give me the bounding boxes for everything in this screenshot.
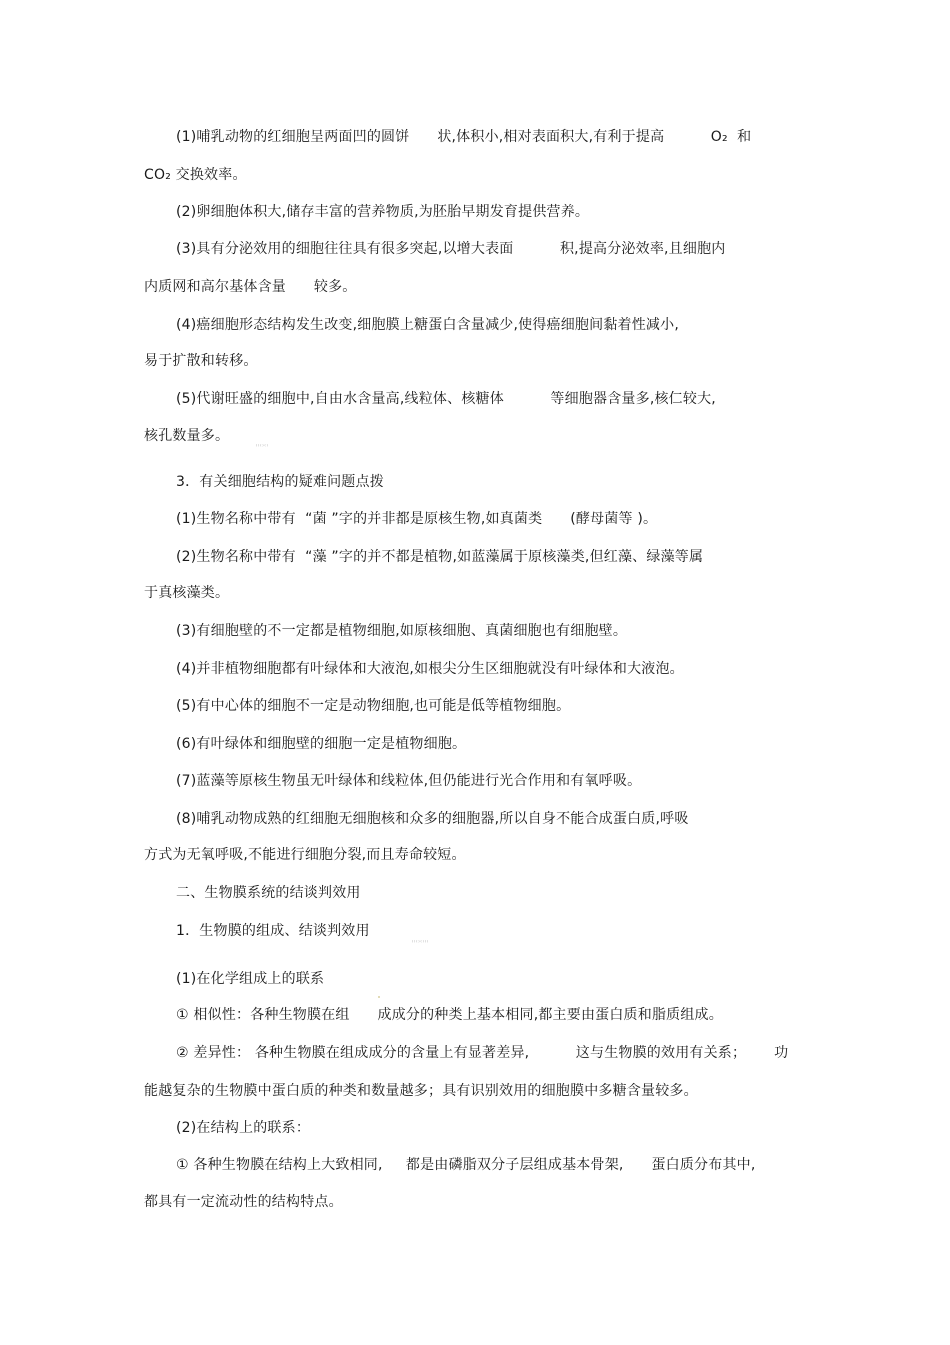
paragraph-line: (2)生物名称中带有 “藻 ”字的并不都是植物,如蓝藻属于原核藻类,但红藻、绿藻等属 bbox=[176, 549, 704, 565]
paragraph-line: ① 相似性：各种生物膜在组 成成分的种类上基本相同,都主要由蛋白质和脂质组成。 bbox=[176, 1007, 723, 1023]
paragraph-line: (4)癌细胞形态结构发生改变,细胞膜上糖蛋白含量减少,使得癌细胞间黏着性减小, bbox=[176, 317, 679, 333]
scan-mark: ( ) ( ) ( ) ( ) bbox=[412, 939, 429, 943]
paragraph-line: 易于扩散和转移。 bbox=[144, 353, 258, 369]
paragraph-line: CO₂ 交换效率。 bbox=[144, 167, 247, 183]
subsection-heading: 1．生物膜的组成、结谈判效用 bbox=[176, 923, 370, 939]
paragraph-line: 核孔数量多。 bbox=[144, 428, 230, 444]
paragraph-line: (8)哺乳动物成熟的红细胞无细胞核和众多的细胞器,所以自身不能合成蛋白质,呼吸 bbox=[176, 811, 689, 827]
paragraph-line: 能越复杂的生物膜中蛋白质的种类和数量越多；具有识别效用的细胞膜中多糖含量较多。 bbox=[144, 1083, 698, 1099]
paragraph-line: (1)在化学组成上的联系 bbox=[176, 971, 325, 987]
paragraph-line: 内质网和高尔基体含量 较多。 bbox=[144, 279, 357, 295]
paragraph-line: (2)卵细胞体积大,储存丰富的营养物质,为胚胎早期发育提供营养。 bbox=[176, 204, 590, 220]
scan-speck bbox=[378, 996, 380, 998]
paragraph-line: (4)并非植物细胞都有叶绿体和大液泡,如根尖分生区细胞就没有叶绿体和大液泡。 bbox=[176, 661, 684, 677]
paragraph-line: 都具有一定流动性的结构特点。 bbox=[144, 1194, 343, 1210]
section-heading: 3．有关细胞结构的疑难问题点拨 bbox=[176, 474, 384, 490]
section-heading: 二、生物膜系统的结谈判效用 bbox=[176, 885, 361, 901]
scan-mark: ( ) ( ) ( ) bbox=[256, 443, 268, 447]
paragraph-line: (2)在结构上的联系： bbox=[176, 1120, 311, 1136]
paragraph-line: (5)有中心体的细胞不一定是动物细胞,也可能是低等植物细胞。 bbox=[176, 698, 571, 714]
paragraph-line: (3)有细胞壁的不一定都是植物细胞,如原核细胞、真菌细胞也有细胞壁。 bbox=[176, 623, 628, 639]
paragraph-line: (1)生物名称中带有 “菌 ”字的并非都是原核生物,如真菌类 (酵母菌等 )。 bbox=[176, 511, 658, 527]
paragraph-line: (1)哺乳动物的红细胞呈两面凹的圆饼 状,体积小,相对表面积大,有利于提高 O₂ 和 bbox=[176, 129, 752, 145]
paragraph-line: (7)蓝藻等原核生物虽无叶绿体和线粒体,但仍能进行光合作用和有氧呼吸。 bbox=[176, 773, 642, 789]
paragraph-line: 于真核藻类。 bbox=[144, 585, 230, 601]
paragraph-line: (6)有叶绿体和细胞壁的细胞一定是植物细胞。 bbox=[176, 736, 467, 752]
paragraph-line: ① 各种生物膜在结构上大致相同, 都是由磷脂双分子层组成基本骨架, 蛋白质分布其中, bbox=[176, 1157, 756, 1173]
paragraph-line: ② 差异性： 各种生物膜在组成成分的含量上有显著差异, 这与生物膜的效用有关系； 功 bbox=[176, 1045, 789, 1061]
paragraph-line: (5)代谢旺盛的细胞中,自由水含量高,线粒体、核糖体 等细胞器含量多,核仁较大, bbox=[176, 391, 716, 407]
paragraph-line: 方式为无氧呼吸,不能进行细胞分裂,而且寿命较短。 bbox=[144, 847, 466, 863]
paragraph-line: (3)具有分泌效用的细胞往往具有很多突起,以增大表面 积,提高分泌效率,且细胞内 bbox=[176, 241, 726, 257]
